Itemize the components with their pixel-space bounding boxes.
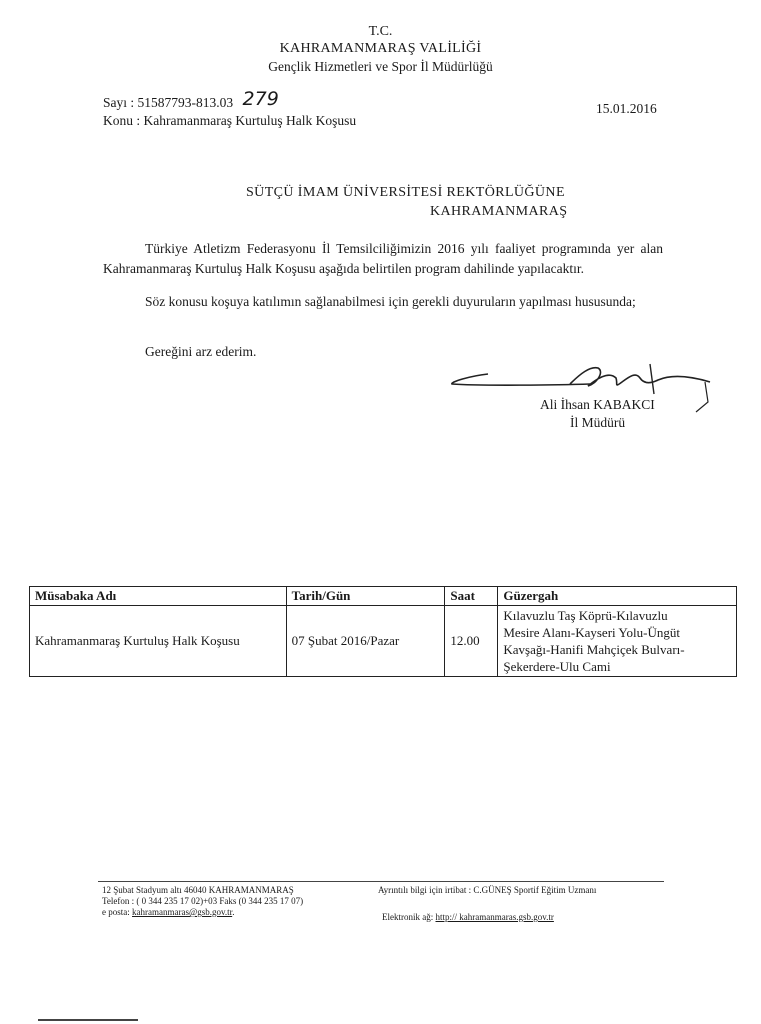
document-date: 15.01.2016 xyxy=(596,101,657,116)
konu-label: Konu xyxy=(103,113,133,128)
column-header-event: Müsabaka Adı xyxy=(30,587,287,606)
table-header-row xyxy=(30,587,737,606)
header-directorate: Gençlik Hizmetleri ve Spor İl Müdürlüğü xyxy=(268,59,493,74)
footer-divider xyxy=(98,881,664,882)
email-link[interactable]: kahramanmaras@gsb.gov.tr xyxy=(132,907,233,917)
subject xyxy=(103,113,356,129)
column-header-time: Saat xyxy=(445,587,498,606)
konu-value: : Kahramanmaraş Kurtuluş Halk Koşusu xyxy=(136,113,357,128)
sayi-value: : 51587793-813.03 xyxy=(130,95,234,110)
footer-web xyxy=(382,912,554,923)
table-row xyxy=(30,606,737,677)
body-paragraph-2: Söz konusu koşuya katılımın sağlanabilmesi için gerekli duyuruların yapılması hususunda; xyxy=(145,294,636,309)
document-number xyxy=(103,90,279,112)
header-governorship: KAHRAMANMARAŞ VALİLİĞİ xyxy=(279,41,482,56)
footer-phone: Telefon : ( 0 344 235 17 02)+03 Faks (0 344 235 17 07) xyxy=(102,896,304,906)
recipient-line1: SÜTÇÜ İMAM ÜNİVERSİTESİ REKTÖRLÜĞÜNE xyxy=(246,185,565,200)
cell-time: 12.00 xyxy=(445,606,498,677)
recipient-line2: KAHRAMANMARAŞ xyxy=(430,204,568,219)
footer-email xyxy=(102,907,303,918)
cell-date: 07 Şubat 2016/Pazar xyxy=(286,606,445,677)
sayi-label: Sayı xyxy=(103,95,128,110)
handwritten-number: 279 xyxy=(242,88,279,110)
cell-event: Kahramanmaraş Kurtuluş Halk Koşusu xyxy=(30,606,287,677)
email-suffix: . xyxy=(232,907,235,917)
footer-address: 12 Şubat Stadyum altı 46040 KAHRAMANMARAŞ xyxy=(102,885,294,895)
body-paragraph-1: Türkiye Atletizm Federasyonu İl Temsilciliğimizin 2016 yılı faaliyet programında yer alan Kahramanmaraş Kurtuluş Halk Koşusu aşağıda belirtilen program dahilinde yapılacaktır. xyxy=(103,241,663,276)
program-table xyxy=(29,586,737,677)
signatory-title: İl Müdürü xyxy=(570,415,626,430)
column-header-route: Güzergah xyxy=(498,587,737,606)
body-closing: Gereğini arz ederim. xyxy=(145,344,257,359)
web-link[interactable]: http:// kahramanmaras.gsb.gov.tr xyxy=(435,912,554,922)
route-line: Mesire Alanı-Kayseri Yolu-Üngüt xyxy=(503,625,680,640)
web-label: Elektronik ağ: xyxy=(382,912,434,922)
route-line: Kılavuzlu Taş Köprü-Kılavuzlu xyxy=(503,608,668,623)
cell-route xyxy=(498,606,737,677)
footer-left xyxy=(102,885,303,918)
scan-edge-mark xyxy=(38,1019,138,1021)
route-line: Şekerdere-Ulu Cami xyxy=(503,659,611,674)
route-line: Kavşağı-Hanifi Mahçiçek Bulvarı- xyxy=(503,642,685,657)
signatory-name: Ali İhsan KABAKCI xyxy=(540,397,655,412)
column-header-date: Tarih/Gün xyxy=(286,587,445,606)
header-tc: T.C. xyxy=(368,24,393,39)
footer-contact: Ayrıntılı bilgi için irtibat : C.GÜNEŞ Sportif Eğitim Uzmanı xyxy=(378,885,597,895)
email-label: e posta: xyxy=(102,907,130,917)
